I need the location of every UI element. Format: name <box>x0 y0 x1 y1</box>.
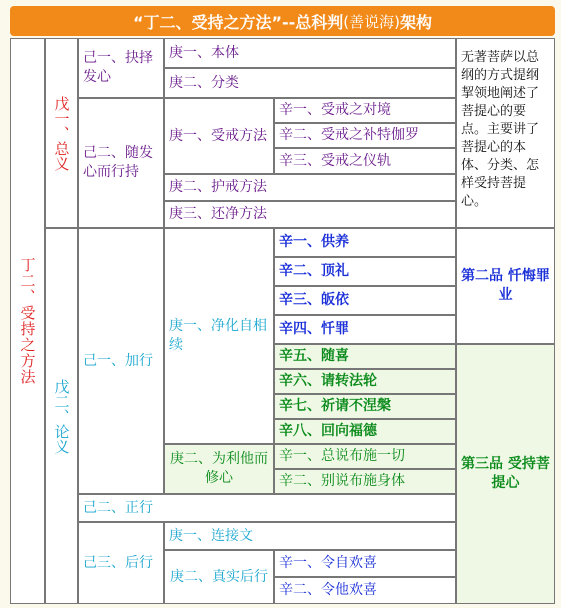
title-rest: --总科判 <box>282 12 344 32</box>
xin-purify-row <box>274 369 456 394</box>
geng-category-label: 庚二、分类 <box>169 74 239 91</box>
xin-purify-row <box>274 315 456 344</box>
wu-detail-cell <box>45 228 78 604</box>
ji-prep-cell <box>78 228 164 494</box>
wu-detail-label: 戊二、论义 <box>52 378 71 454</box>
geng-purify-cell <box>164 228 274 444</box>
xin-purify-row <box>274 344 456 369</box>
geng-category-cell <box>164 68 456 98</box>
page-title <box>10 6 555 36</box>
title-main: “丁二、受持之方法” <box>132 12 282 32</box>
ji-decide-label: 己一、抉择发心 <box>83 50 153 85</box>
geng-protect-label: 庚二、护戒方法 <box>169 179 267 195</box>
geng-restore-label: 庚三、还净方法 <box>169 206 267 222</box>
summary-note <box>456 38 555 228</box>
xin-benefit-row <box>274 444 456 469</box>
xin-benefit-label: 辛二、别说布施身体 <box>279 473 405 489</box>
xin-after-row <box>274 577 456 604</box>
summary-note-text: 无著菩萨以总纲的方式提纲挈领地阐述了菩提心的要点。主要讲了菩提心的本体、分类、怎样受持菩提心。 <box>461 50 540 209</box>
geng-essence-label: 庚一、本体 <box>169 44 239 61</box>
ji-after-label: 己三、后行 <box>83 554 153 571</box>
geng-benefit-cell <box>164 444 274 494</box>
xin-vow-label: 辛一、受戒之对境 <box>279 102 391 118</box>
chapter3-note-text: 第三品 受持菩提心 <box>461 456 550 491</box>
geng-restore-cell <box>164 201 456 228</box>
xin-purify-row <box>274 257 456 286</box>
xin-benefit-row <box>274 469 456 494</box>
geng-real-after-label: 庚二、真实后行 <box>170 568 268 585</box>
xin-vow-row <box>274 98 456 123</box>
geng-essence-cell <box>164 38 456 68</box>
geng-purify-label: 庚一、净化自相续 <box>169 318 267 353</box>
xin-vow-row <box>274 148 456 174</box>
chapter3-note <box>456 344 555 604</box>
title-suffix: 架构 <box>400 12 433 32</box>
ding-label: 丁二、受持之方法 <box>18 257 37 385</box>
xin-purify-row <box>274 228 456 257</box>
geng-real-after-cell <box>164 550 274 604</box>
xin-purify-row <box>274 419 456 444</box>
ji-practice-label: 己二、随发心而行持 <box>83 145 153 180</box>
xin-purify-label: 辛八、回向福德 <box>279 423 377 439</box>
geng-protect-cell <box>164 174 456 201</box>
ding-cell <box>10 38 45 604</box>
title-paren: (善说海) <box>343 12 401 31</box>
chapter2-note <box>456 228 555 344</box>
ji-decide-cell <box>78 38 164 98</box>
wu-general-cell <box>45 38 78 228</box>
geng-connect-label: 庚一、连接文 <box>169 527 253 544</box>
ji-main-cell <box>78 494 456 522</box>
xin-benefit-label: 辛一、总说布施一切 <box>279 448 405 464</box>
xin-after-label: 辛一、令自欢喜 <box>279 555 377 571</box>
xin-purify-label: 辛三、皈依 <box>279 292 349 308</box>
geng-vow-method-label: 庚一、受戒方法 <box>169 127 267 144</box>
chapter2-note-text: 第二品 忏悔罪业 <box>461 268 550 303</box>
xin-vow-row <box>274 123 456 148</box>
xin-purify-label: 辛五、随喜 <box>279 348 349 364</box>
xin-purify-label: 辛一、供养 <box>279 234 349 250</box>
geng-vow-method-cell <box>164 98 274 174</box>
xin-after-row <box>274 550 456 577</box>
xin-after-label: 辛二、令他欢喜 <box>279 582 377 598</box>
wu-general-label: 戊一、总义 <box>52 95 71 171</box>
geng-benefit-label: 庚二、为利他而修心 <box>170 451 268 486</box>
xin-purify-label: 辛六、请转法轮 <box>279 373 377 389</box>
ji-practice-cell <box>78 98 164 228</box>
ji-after-cell <box>78 522 164 604</box>
xin-purify-label: 辛七、祈请不涅槃 <box>279 398 391 414</box>
ji-prep-label: 己一、加行 <box>83 352 153 369</box>
ji-main-label: 己二、正行 <box>83 499 153 516</box>
xin-purify-label: 辛二、顶礼 <box>279 263 349 279</box>
xin-purify-label: 辛四、忏罪 <box>279 321 349 337</box>
xin-vow-label: 辛三、受戒之仪轨 <box>279 152 391 169</box>
geng-connect-cell <box>164 522 456 550</box>
xin-purify-row <box>274 394 456 419</box>
xin-purify-row <box>274 286 456 315</box>
xin-vow-label: 辛二、受戒之补特伽罗 <box>279 127 419 143</box>
